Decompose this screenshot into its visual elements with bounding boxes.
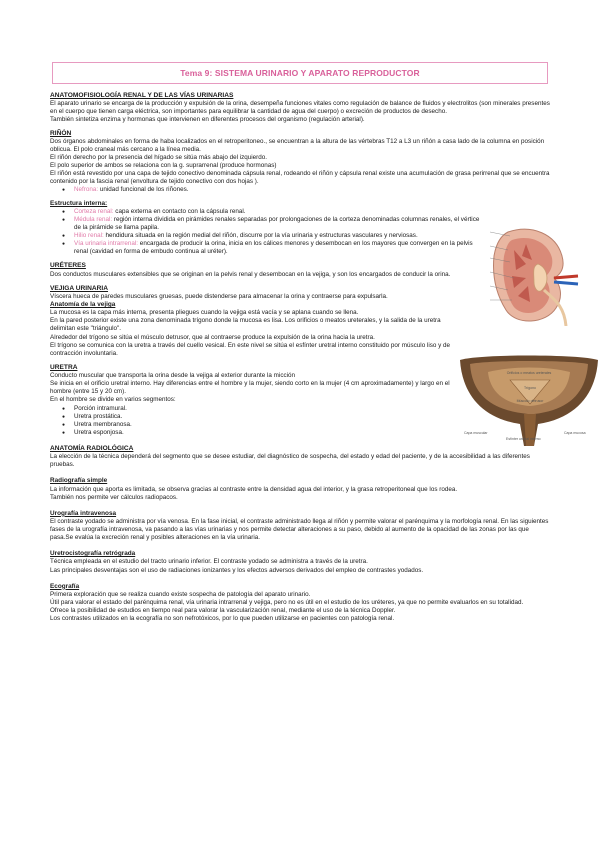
bladder-label-meatos: Orificios o meatos ureterales: [506, 371, 552, 375]
paragraph: El polo superior de ambos se relaciona con la g. suprarrenal (produce hormonas): [50, 162, 277, 170]
list-item: ● Uretra prostática.: [74, 413, 550, 421]
paragraph: La información que aporta es limitada, se observa gracias al contraste entre la densidad agua del interior, y la grasa retroperitoneal que los rodea.: [50, 485, 458, 493]
estructura-list: [50, 208, 484, 257]
section-heading: URETRA: [50, 363, 78, 371]
paragraph: Víscera hueca de paredes musculares gruesas, puede distenderse para almacenar la orina y contraerse para expulsarla.: [50, 292, 388, 300]
paragraph: Primera exploración que se realiza cuando existe sospecha de patología del aparato urinario.: [50, 590, 311, 598]
paragraph: Dos órganos abdominales en forma de haba localizados en el retroperitoneo., se encuentran a la altura de las vértebras T12 a L3 un riñón a casa lado de la columna en posición oblicua. El polo craneal más cercano a la línea media.: [50, 137, 545, 153]
paragraph: El trígono se comunica con la uretra a través del cuello vesical. En este nivel se sitúa el esfínter uretral interno constituido por músculo liso y de contracción involuntaria.: [50, 341, 451, 357]
paragraph: Alrededor del trígono se sitúa el músculo detrusor, que al contraerse produce la expulsión de la orina hacia la uretra.: [50, 333, 375, 341]
definition: unidad funcional de los riñones.: [98, 186, 189, 194]
paragraph: En el hombre se divide en varios segmentos:: [50, 396, 176, 404]
paragraph: Dos conductos musculares extensibles que se originan en la pelvis renal y desembocan en la vejiga, y son los encargados de conducir la orina.: [50, 270, 451, 278]
paragraph: Técnica empleada en el estudio del tracto urinario inferior. El contraste yodado se administra a través de la uretra.: [50, 558, 368, 566]
section-heading: Radiografía simple: [50, 477, 108, 485]
definition: hendidura situada en la región medial del riñón, discurre por la vía urinaria y estructuras vasculares y nerviosas.: [103, 232, 418, 240]
section-heading: Ecografía: [50, 582, 80, 590]
section-heading: URÉTERES: [50, 262, 86, 270]
term: Vía urinaria intrarrenal:: [74, 240, 139, 248]
uretra-text: [50, 372, 460, 404]
subheading-estructura: Estructura interna:: [50, 199, 108, 207]
paragraph: El aparato urinario se encarga de la producción y expulsión de la orina, desempeña funciones vitales como regulación de balance de fluidos y electrolitos (son minerales presentes en el cuerpo que tienen carga eléctrica, son importantes para equilibrar la cantidad de agua del cuerpo) o excreción de productos de desecho.: [50, 100, 550, 116]
list-item: [74, 216, 484, 232]
paragraph: Conducto muscular que transporta la orina desde la vejiga al exterior durante la micción: [50, 372, 296, 380]
paragraph: Las principales desventajas son el uso de radiaciones ionizantes y los efectos adversos derivados del empleo de contrastes yodados.: [50, 566, 424, 574]
section-heading: ANATOMÍA RADIOLÓGICA: [50, 444, 134, 452]
section-heading: RIÑÓN: [50, 129, 72, 137]
section-urografia: [50, 510, 550, 542]
bladder-label-esfinter: Esfínter uretral interno: [506, 437, 541, 441]
paragraph: Útil para valorar el estado del parénquima renal, vía urinaria intrarrenal y vejiga, pero no es útil en el estudio de los uréteres, ya que no permite evaluarlos en su totalidad.: [50, 598, 524, 606]
list-item: [74, 208, 484, 216]
paragraph: El contraste yodado se administra por vía venosa. En la fase inicial, el contraste administrado llega al riñón y permite valorar el parénquima y la morfología renal. En las siguientes fases de la urografía intravenosa, va pasando a las vías urinarias y nos permite detectar alteraciones a su paso, debido al aumento de la opacidad de las zonas por las que pasa.Se evalúa la excreción renal y posibles alteraciones en la vía urinaria.: [50, 517, 549, 542]
term: Hilio renal:: [74, 232, 104, 240]
term: Nefrona:: [74, 186, 99, 194]
list-item: ● Uretra esponjosa.: [74, 429, 550, 437]
bladder-label-mucosa: Capa mucosa: [564, 431, 586, 435]
section-anatomofisiologia: [50, 92, 550, 125]
paragraph: El riñón está revestido por una capa de tejido conectivo denominada cápsula renal, rodeando el riñón y cápsula renal existe una acumulación de grasa perirrenal que se encuentra contenido por la fascia renal (envoltura de tejido conectivo con dos hojas ).: [50, 170, 550, 186]
uretra-segments-list: [50, 405, 550, 437]
list-item: [74, 232, 484, 240]
definition: región interna dividida en pirámides renales separadas por prolongaciones de la corteza denominadas columnas renales, el vértice de la pirámide se llama papila.: [74, 215, 480, 231]
paragraph: Se inicia en el orificio uretral interno. Hay diferencias entre el hombre y la mujer, siendo corto en la mujer (4 cm aproximadamente) y largo en el hombre (entre 15 y 20 cm).: [50, 380, 450, 396]
section-heading: Urografía intravenosa: [50, 509, 117, 517]
section-heading: VEJIGA URINARIA: [50, 284, 109, 292]
paragraph: También sintetiza enzima y hormonas que intervienen en diferentes procesos del organismo (regulación arterial).: [50, 116, 365, 124]
list-item: ● Uretra membranosa.: [74, 421, 550, 429]
section-uretra: [50, 364, 550, 437]
definition: encargada de producir la orina, inicia en los cálices menores y desembocan en los mayores que convergen en la pelvis renal (cavidad en forma de embudo continua al uréter).: [74, 240, 473, 256]
bladder-label-detrusor: Músculo detrusor: [516, 399, 544, 403]
section-vejiga: [50, 285, 550, 358]
paragraph: Los contrastes utilizados en la ecografía no son nefrotóxicos, por lo que pueden utilizarse en pacientes con patología renal.: [50, 615, 395, 623]
section-heading: ANATOMOFISIOLOGÍA RENAL Y DE LAS VÍAS URINARIAS: [50, 92, 234, 99]
list-item: [74, 186, 550, 194]
section-uretrocistografia: [50, 550, 550, 574]
document-body: [50, 92, 550, 628]
bladder-label-trigono: Trígono: [524, 386, 536, 390]
section-ecografia: [50, 583, 550, 624]
paragraph: También nos permite ver cálculos radiopacos.: [50, 493, 178, 501]
subheading-anatomia-vejiga: Anatomía de la vejiga: [50, 301, 116, 309]
paragraph: En la pared posterior existe una zona denominada trígono donde la mucosa es lisa. Los orificios o meatos ureterales, y la salida de la uretra delimitan este "triángulo".: [50, 317, 441, 333]
section-ureteres: [50, 262, 550, 278]
vejiga-text: [50, 309, 460, 358]
paragraph: La mucosa es la capa más interna, presenta pliegues cuando la vejiga está vacía y se aplana cuando se llena.: [50, 309, 359, 317]
nefrona-list: [50, 186, 550, 194]
term: Corteza renal:: [74, 207, 114, 215]
section-heading: Uretrocistografía retrógrada: [50, 550, 136, 558]
paragraph: Ofrece la posibilidad de estudios en tiempo real para valorar la vascularización renal, mediante el uso de la técnica Doppler.: [50, 607, 396, 615]
paragraph: La elección de la técnica dependerá del segmento que se desee estudiar, del diagnóstico de sospecha, del estado y edad del paciente, y de la accesibilidad a las diferentes pruebas.: [50, 453, 530, 469]
definition: capa externa en contacto con la cápsula renal.: [113, 207, 246, 215]
paragraph: El riñón derecho por la presencia del hígado se sitúa más abajo del izquierdo.: [50, 154, 268, 162]
bladder-label-muscular: Capa muscular: [464, 431, 488, 435]
section-anatomia-radiologica: [50, 445, 550, 469]
page-title: Tema 9: SISTEMA URINARIO Y APARATO REPRODUCTOR: [52, 62, 548, 84]
term: Médula renal:: [74, 215, 113, 223]
section-radiografia-simple: [50, 477, 550, 501]
section-rinon: [50, 130, 550, 257]
list-item: ● Porción intramural.: [74, 405, 550, 413]
list-item: [74, 240, 484, 256]
